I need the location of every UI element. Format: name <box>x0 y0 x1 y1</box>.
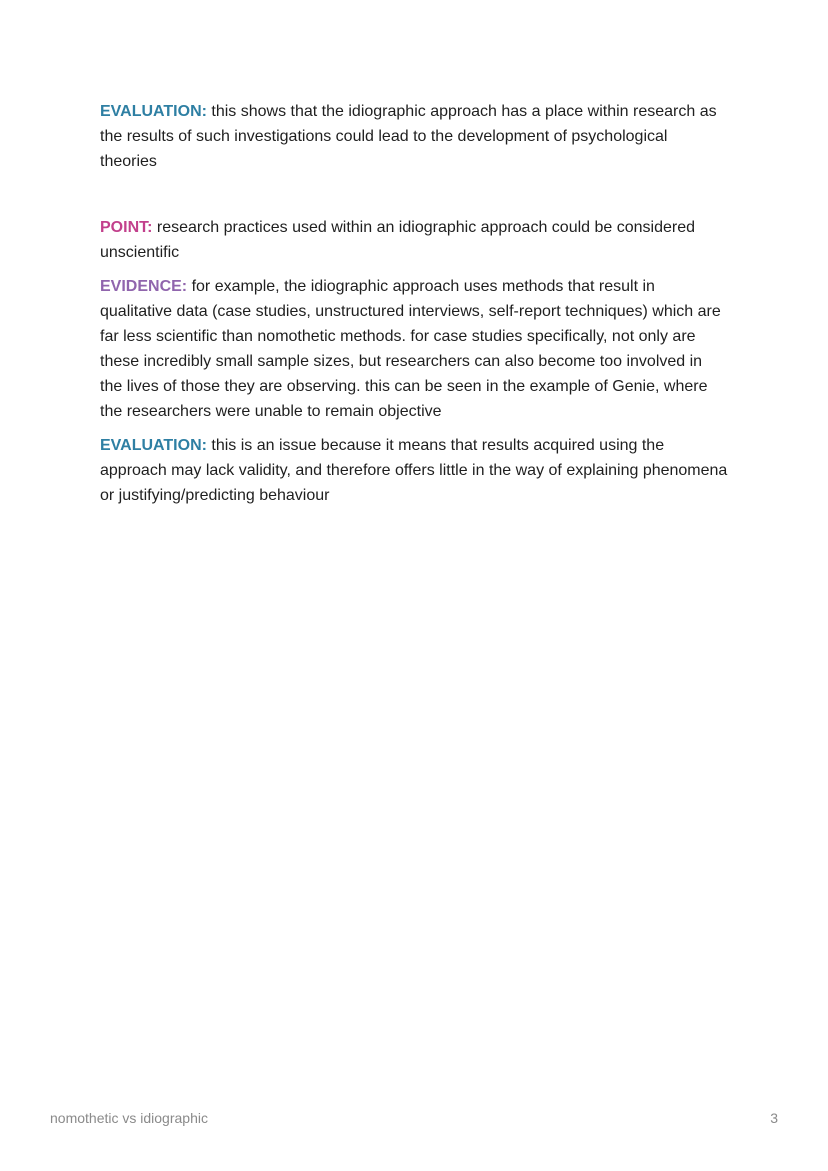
paragraph-evaluation-1 <box>100 99 728 174</box>
paragraph-text: research practices used within an idiographic approach could be considered unscientific <box>100 219 696 261</box>
paragraph-label: EVIDENCE: <box>100 278 188 295</box>
footer-document-title: nomothetic vs idiographic <box>50 1110 208 1126</box>
paragraph-evidence <box>100 274 728 424</box>
paragraph-label: EVALUATION: <box>100 103 207 120</box>
paragraph-text: this is an issue because it means that results acquired using the approach may lack validity, and therefore offers little in the way of explaining phenomena or justifying/predicting behaviour <box>100 437 728 504</box>
paragraph-text: this shows that the idiographic approach has a place within research as the results of such investigations could lead to the development of psychological theories <box>100 103 717 170</box>
paragraph-label: POINT: <box>100 219 153 236</box>
paragraph-evaluation-2 <box>100 433 728 508</box>
paragraph-label: EVALUATION: <box>100 437 207 454</box>
paragraph-point <box>100 215 728 265</box>
footer-page-number: 3 <box>770 1110 778 1126</box>
document-body <box>100 99 728 517</box>
paragraph-text: for example, the idiographic approach uses methods that result in qualitative data (case studies, unstructured interviews, self-report techniques) which are far less scientific than nomothetic methods. for case studies specifically, not only are these incredibly small sample sizes, but researchers can also become too involved in the lives of those they are observing. this can be seen in the example of Genie, where the researchers were unable to remain objective <box>100 278 721 420</box>
